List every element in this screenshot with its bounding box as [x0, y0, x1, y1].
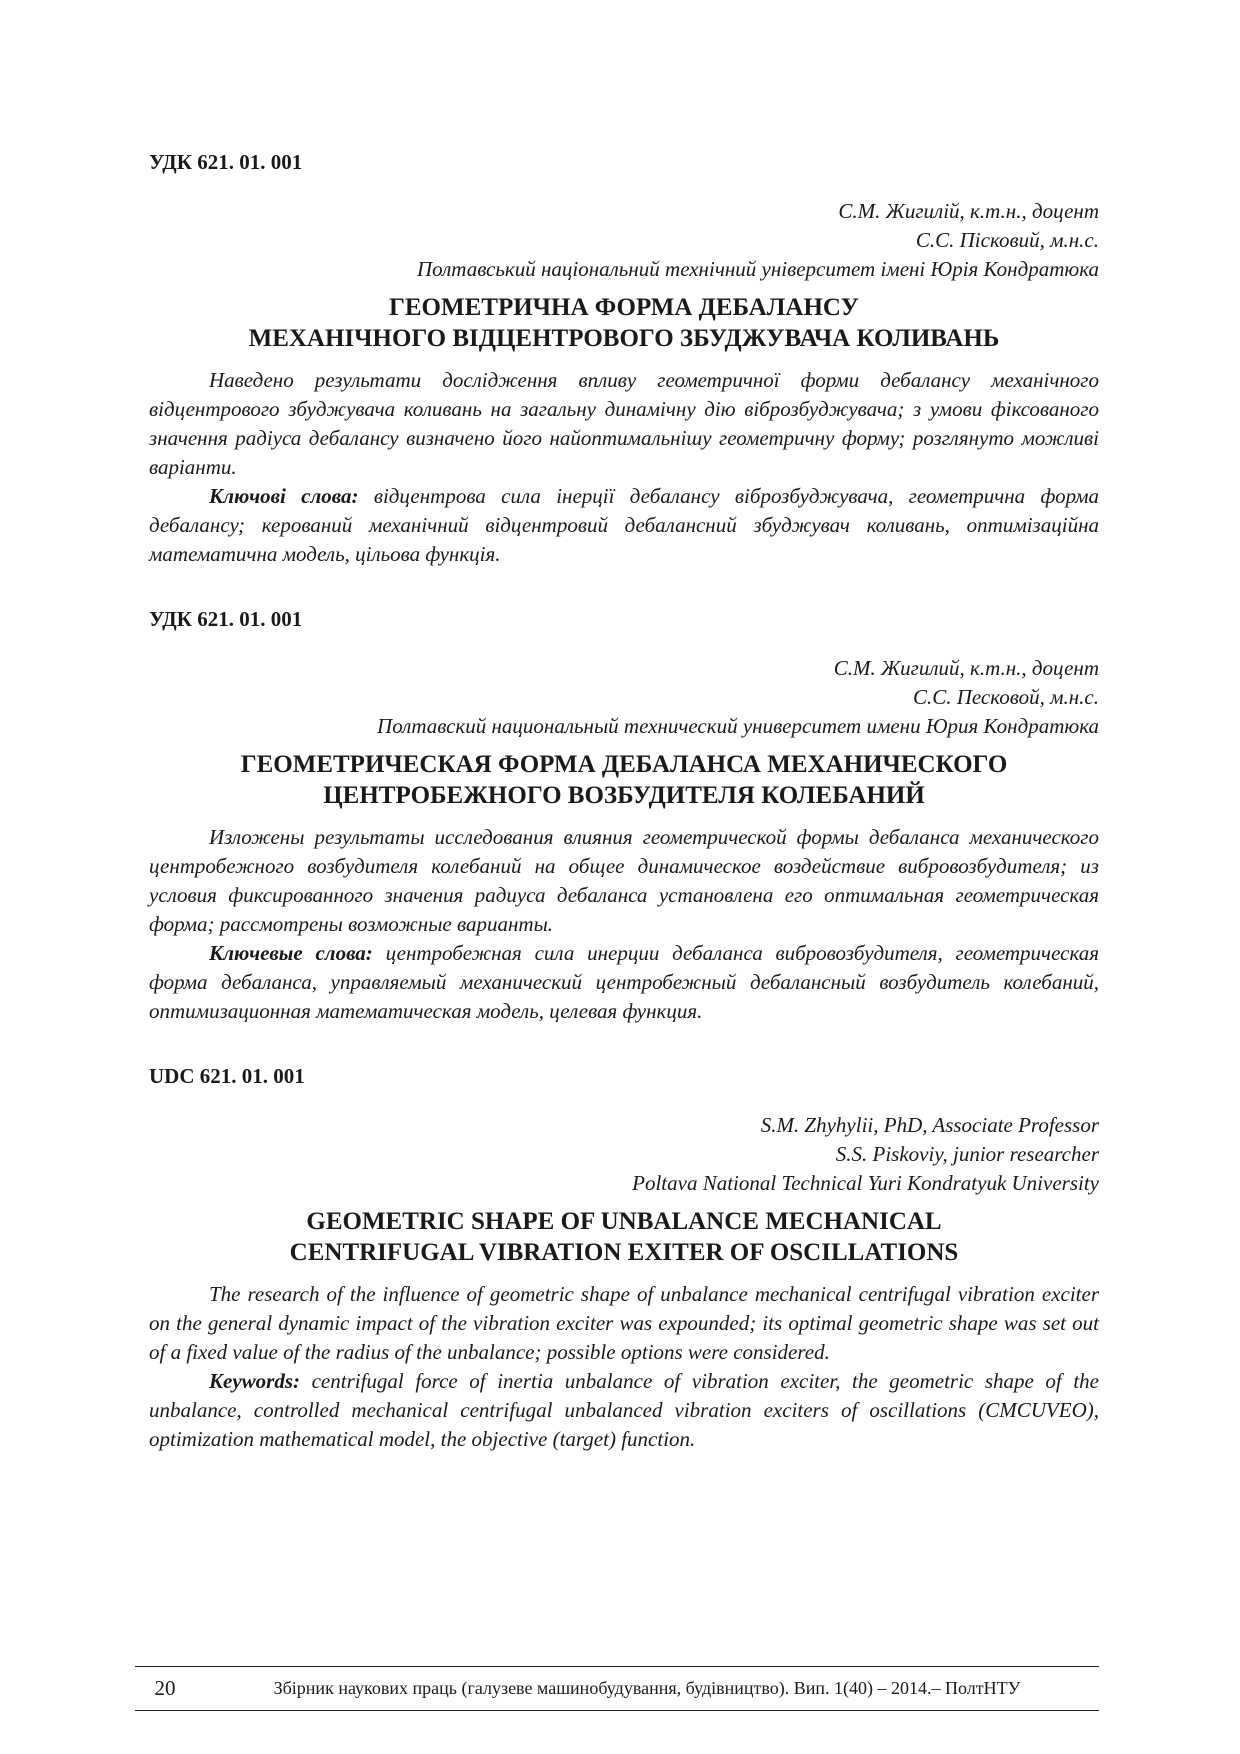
journal-reference: Збірник наукових праць (галузеве машинобудування, будівництво). Вип. 1(40) – 2014.– ПолтНТУ — [273, 1678, 1021, 1698]
page-number: 20 — [154, 1676, 176, 1700]
keywords — [149, 482, 1099, 569]
section-english — [149, 1062, 1099, 1454]
keywords-label: Ключові слова: — [209, 484, 359, 508]
page-body — [149, 148, 1099, 1454]
keywords-text: центробежная сила инерции дебаланса вибровозбудителя, геометрическая форма дебаланса, управляемый механический центробежный дебалансный возбудитель колебаний, оптимизационная математическая модель, целевая функция. — [149, 941, 1100, 1023]
abstract: Наведено результати дослідження впливу геометричної форми дебалансу механічного відцентрового збуджувача коливань на загальну динамічну дію віброзбуджувача; з умови фіксованого значення радіуса дебалансу визначено його найоптимальнішу геометричну форму; розглянуто можливі варіанти. — [149, 368, 1099, 479]
keywords-text: відцентрова сила інерції дебалансу віброзбуджувача, геометрична форма дебалансу; керований механічний відцентровий дебалансний збуджувач коливань, оптимізаційна математична модель, цільова функція. — [149, 484, 1099, 566]
udc-code: UDC 621. 01. 001 — [149, 1064, 305, 1088]
section-ukrainian — [149, 148, 1099, 569]
keywords — [149, 939, 1099, 1026]
paper-title-line: МЕХАНІЧНОГО ВІДЦЕНТРОВОГО ЗБУДЖУВАЧА КОЛИВАНЬ — [248, 325, 1000, 352]
paper-title-line: ГЕОМЕТРИЧЕСКАЯ ФОРМА ДЕБАЛАНСА МЕХАНИЧЕСКОГО — [240, 751, 1008, 778]
page-footer — [135, 1666, 1099, 1711]
author-line: С.М. Жигилій, к.т.н., доцент — [838, 199, 1099, 223]
section-russian — [149, 605, 1099, 1026]
paper-title-line: CENTRIFUGAL VIBRATION EXITER OF OSCILLATIONS — [289, 1239, 959, 1266]
affiliation: Poltava National Technical Yuri Kondratyuk University — [632, 1171, 1099, 1195]
author-line: С.С. Пісковий, м.н.с. — [915, 228, 1099, 252]
keywords-label: Ключевые слова: — [209, 941, 373, 965]
author-line: S.M. Zhyhylii, PhD, Associate Professor — [760, 1113, 1099, 1137]
abstract: Изложены результаты исследования влияния геометрической формы дебаланса механического центробежного возбудителя колебаний на общее динамическое воздействие вибровозбудителя; из условия фиксированного значения радиуса дебаланса установлена его оптимальная геометрическая форма; рассмотрены возможные варианты. — [149, 825, 1099, 936]
keywords — [149, 1367, 1099, 1454]
paper-title-line: ГЕОМЕТРИЧНА ФОРМА ДЕБАЛАНСУ — [388, 294, 860, 321]
udc-code: УДК 621. 01. 001 — [149, 607, 303, 631]
author-line: С.М. Жигилий, к.т.н., доцент — [833, 656, 1099, 680]
abstract: The research of the influence of geometric shape of unbalance mechanical centrifugal vibration exciter on the general dynamic impact of the vibration exciter was expounded; its optimal geometric shape was set out of a fixed value of the radius of the unbalance; possible options were considered. — [149, 1282, 1099, 1364]
paper-title-line: GEOMETRIC SHAPE OF UNBALANCE MECHANICAL — [306, 1208, 942, 1235]
affiliation: Полтавський національний технічний університет імені Юрія Кондратюка — [416, 257, 1099, 281]
affiliation: Полтавский национальный технический университет имени Юрия Кондратюка — [377, 714, 1099, 738]
author-line: S.S. Piskoviy, junior researcher — [835, 1142, 1099, 1166]
keywords-text: centrifugal force of inertia unbalance of vibration exciter, the geometric shape of the unbalance, controlled mechanical centrifugal unbalanced vibration exciters of oscillations (CMCUVEO), optimization mathematical model, the objective (target) function. — [149, 1369, 1099, 1451]
paper-title-line: ЦЕНТРОБЕЖНОГО ВОЗБУДИТЕЛЯ КОЛЕБАНИЙ — [323, 782, 925, 809]
author-line: С.С. Песковой, м.н.с. — [912, 685, 1099, 709]
keywords-label: Keywords: — [209, 1369, 300, 1393]
udc-code: УДК 621. 01. 001 — [149, 150, 303, 174]
